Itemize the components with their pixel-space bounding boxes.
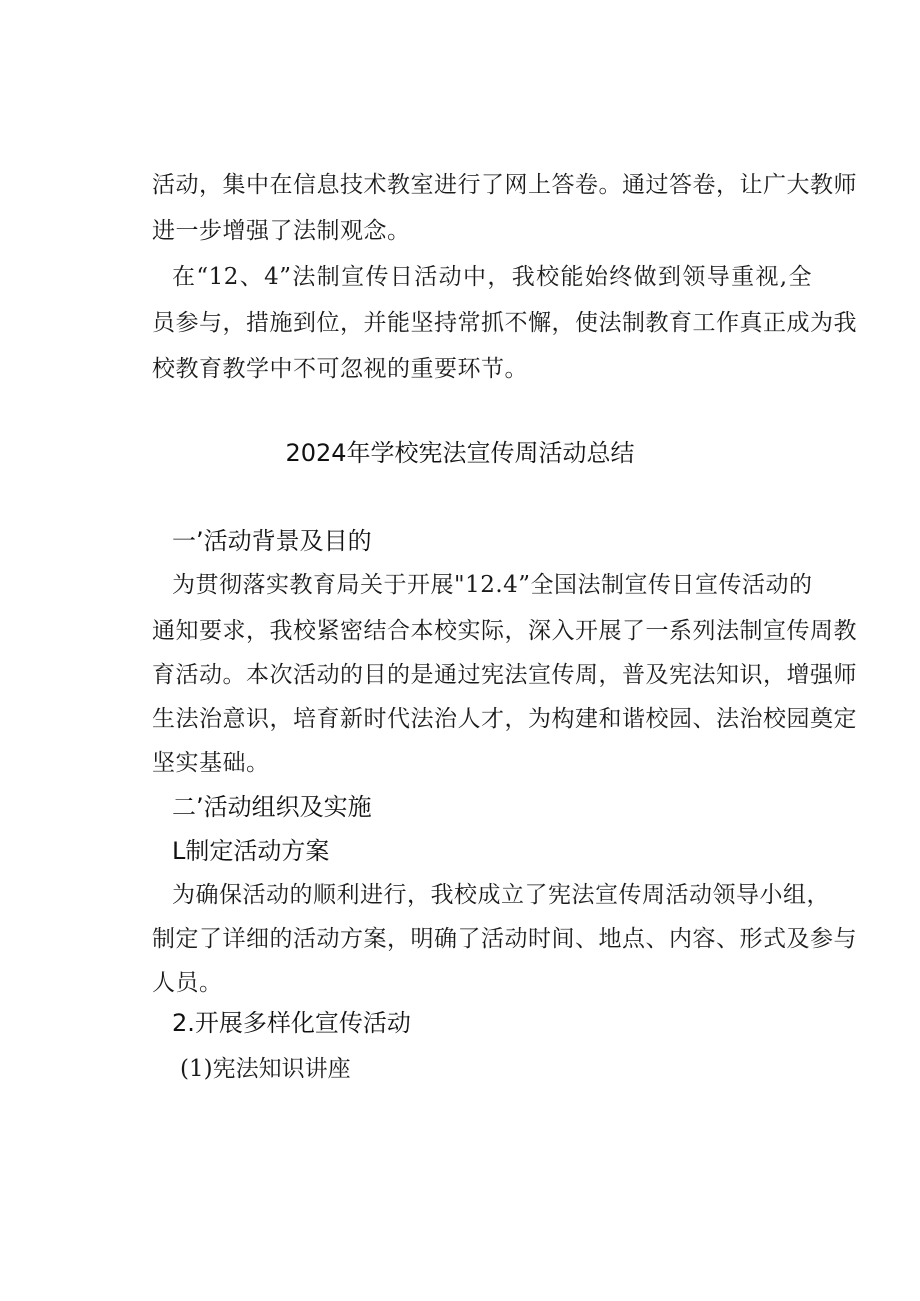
section2-item1-heading: L制定活动方案 (172, 837, 330, 865)
section1-line-1: 为贯彻落实教育局关于开展"12.4”全国法制宣传日宣传活动的 (172, 572, 813, 598)
section2-item2-heading: 2.开展多样化宣传活动 (172, 1009, 411, 1037)
section2-item1-line-2: 制定了详细的活动方案，明确了活动时间、地点、内容、形式及参与 (152, 926, 857, 952)
section1-line-3: 育活动。本次活动的目的是通过宪法宣传周，普及宪法知识，增强师 (152, 662, 857, 688)
section2-heading: 二’活动组织及实施 (172, 793, 372, 821)
para2-line-2: 员参与，措施到位，并能坚持常抓不懈，使法制教育工作真正成为我 (152, 310, 857, 336)
section2-item2-sub1: (1)宪法知识讲座 (180, 1056, 351, 1082)
section2-item1-line-1: 为确保活动的顺利进行，我校成立了宪法宣传周活动领导小组， (172, 882, 830, 908)
section1-heading: 一’活动背景及目的 (172, 527, 372, 555)
section1-line-2: 通知要求，我校紧密结合本校实际，深入开展了一系列法制宣传周教 (152, 618, 857, 644)
document-title: 2024年学校宪法宣传周活动总结 (285, 439, 635, 467)
para1-line-2: 进一步增强了法制观念。 (152, 218, 411, 244)
para1-line-1: 活动，集中在信息技术教室进行了网上答卷。通过答卷，让广大教师 (152, 172, 857, 198)
section2-item1-line-3: 人员。 (152, 970, 223, 996)
para2-line-3: 校教育教学中不可忽视的重要环节。 (152, 356, 528, 382)
section1-line-4: 生法治意识，培育新时代法治人才，为构建和谐校园、法治校园奠定 (152, 706, 857, 732)
section1-line-5: 坚实基础。 (152, 750, 270, 776)
para2-line-1: 在“12、4”法制宣传日活动中，我校能始终做到领导重视,全 (172, 264, 812, 290)
